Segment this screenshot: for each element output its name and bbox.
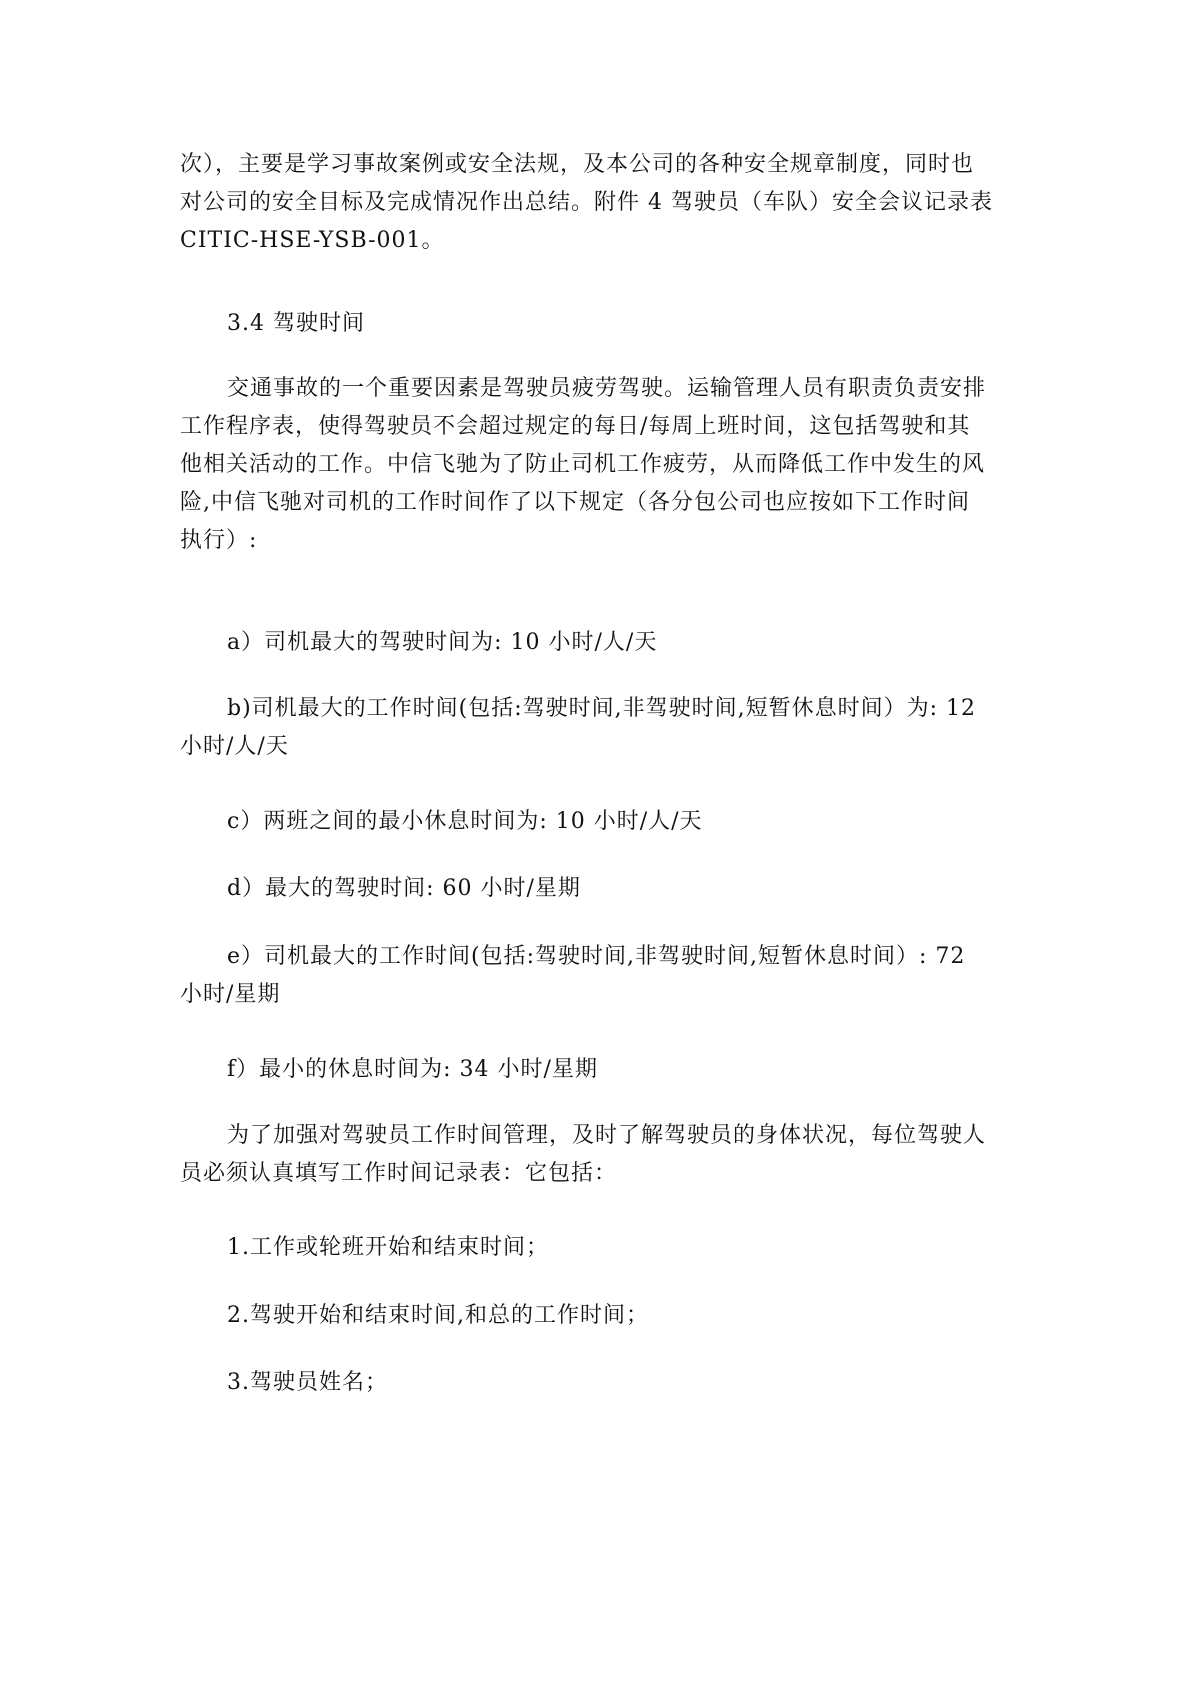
text-line: 次），主要是学习事故案例或安全法规，及本公司的各种安全规章制度，同时也 <box>180 152 975 177</box>
text-line: 小时/星期 <box>180 982 281 1007</box>
text-line: a）司机最大的驾驶时间为: 10 小时/人/天 <box>227 630 658 655</box>
text-line: 对公司的安全目标及完成情况作出总结。附件 4 驾驶员（车队）安全会议记录表 <box>180 190 993 215</box>
text-line: 他相关活动的工作。中信飞驰为了防止司机工作疲劳，从而降低工作中发生的风 <box>180 452 986 477</box>
section-heading <box>227 305 1057 343</box>
record-item-2 <box>227 1297 1057 1335</box>
rule-item-e <box>180 938 1010 1014</box>
text-line: 1.工作或轮班开始和结束时间； <box>227 1235 549 1260</box>
paragraph-work-time-record <box>180 1117 1010 1193</box>
rule-item-c <box>227 803 1057 841</box>
paragraph-fatigue-driving <box>180 370 1010 560</box>
text-line: 工作程序表，使得驾驶员不会超过规定的每日/每周上班时间，这包括驾驶和其 <box>180 414 971 439</box>
text-line: f）最小的休息时间为: 34 小时/星期 <box>227 1057 598 1082</box>
record-item-1 <box>227 1229 1057 1267</box>
section-heading-text: 3.4 驾驶时间 <box>227 311 365 336</box>
rule-item-d <box>227 870 1057 908</box>
text-line: 员必须认真填写工作时间记录表：它包括： <box>180 1161 618 1186</box>
rule-item-f <box>227 1051 1057 1089</box>
text-line: CITIC-HSE-YSB-001。 <box>180 228 445 253</box>
text-line: 2.驾驶开始和结束时间,和总的工作时间； <box>227 1303 649 1328</box>
paragraph-meeting-summary <box>180 146 1010 260</box>
rule-item-b <box>180 690 1010 766</box>
text-line: b)司机最大的工作时间(包括:驾驶时间,非驾驶时间,短暂休息时间）为: 12 <box>227 696 977 721</box>
text-line: 险,中信飞驰对司机的工作时间作了以下规定（各分包公司也应按如下工作时间 <box>180 490 970 515</box>
text-line: 为了加强对驾驶员工作时间管理，及时了解驾驶员的身体状况，每位驾驶人 <box>227 1123 987 1148</box>
text-line: 执行）: <box>180 528 258 553</box>
text-line: e）司机最大的工作时间(包括:驾驶时间,非驾驶时间,短暂休息时间）: 72 <box>227 944 966 969</box>
record-item-3 <box>227 1364 1057 1402</box>
rule-item-a <box>227 624 1057 662</box>
text-line: 3.驾驶员姓名； <box>227 1370 388 1395</box>
text-line: c）两班之间的最小休息时间为: 10 小时/人/天 <box>227 809 703 834</box>
text-line: 交通事故的一个重要因素是驾驶员疲劳驾驶。运输管理人员有职责负责安排 <box>227 376 987 401</box>
text-line: 小时/人/天 <box>180 734 289 759</box>
text-line: d）最大的驾驶时间: 60 小时/星期 <box>227 876 581 901</box>
